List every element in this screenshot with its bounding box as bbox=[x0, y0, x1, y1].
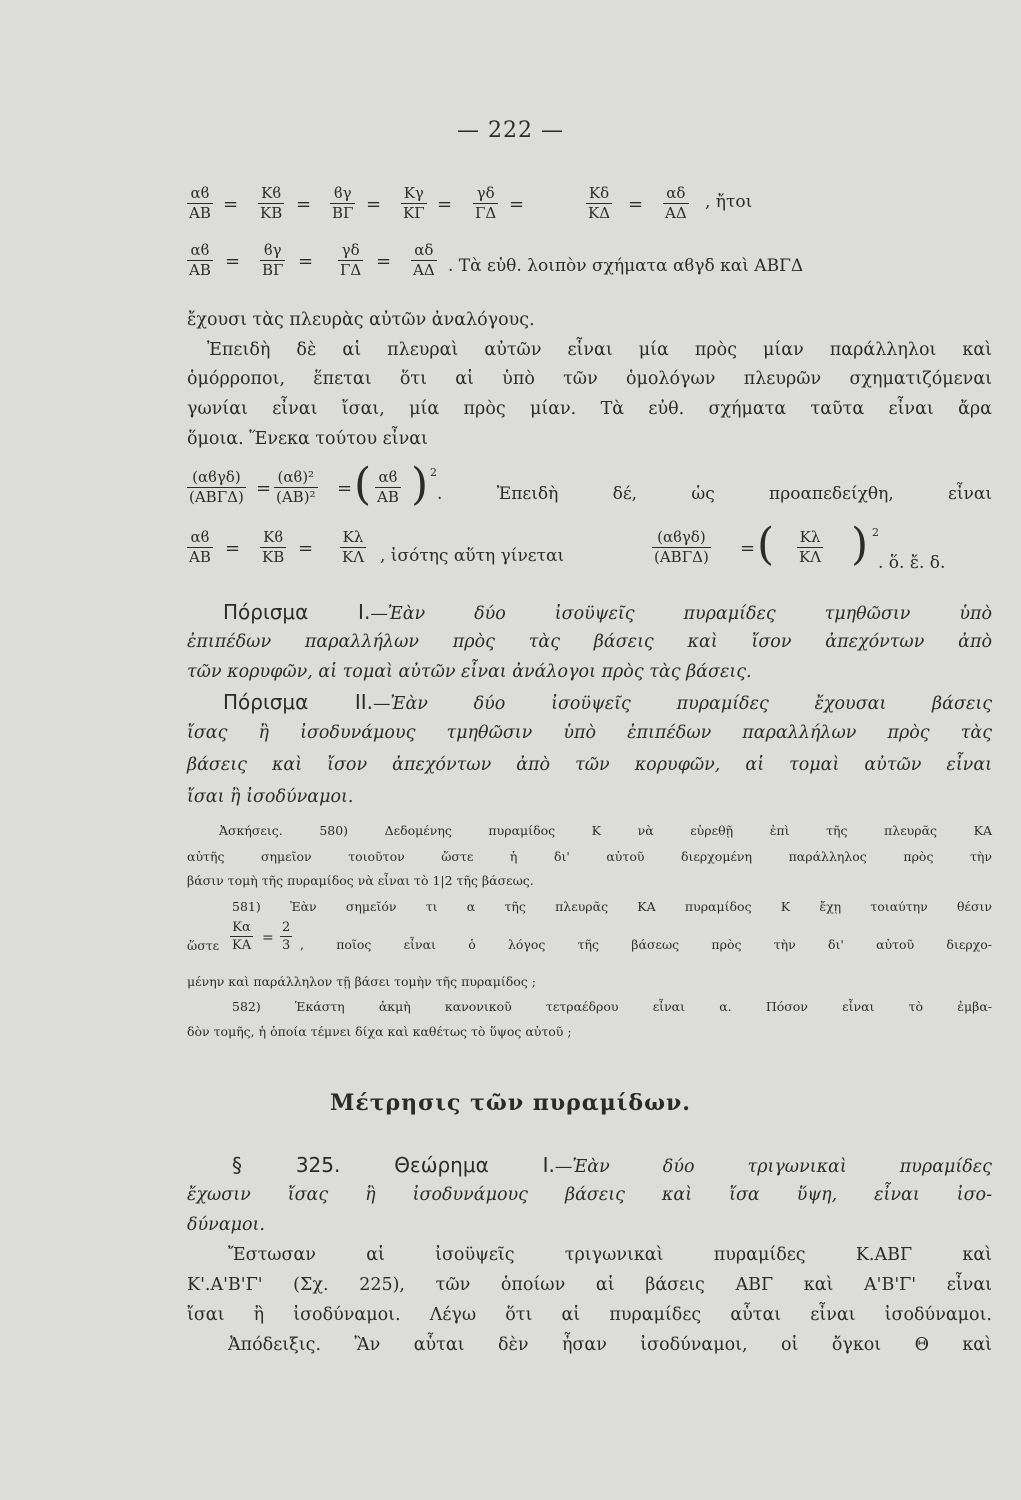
paren-close: ) bbox=[411, 459, 429, 510]
corollary-2: Πόρισμα ΙΙ.—Ἐὰν δύο ἰσοϋψεῖς πυραμίδες ἔχουσαι βάσεις bbox=[223, 690, 992, 714]
text-line: Ἐπειδὴ δὲ αἱ πλευραὶ αὐτῶν εἶναι μία πρὸς μίαν παράλληλοι καὶ bbox=[207, 340, 992, 360]
fraction: $\frac{\alpha ϐ}{AB}$ bbox=[189, 528, 211, 566]
fraction: $\frac{K\gamma}{K\Gamma}$ bbox=[403, 184, 425, 222]
section-title: Μέτρησις τῶν πυραμίδων. bbox=[330, 1090, 691, 1116]
theorem-325: § 325. Θεώρημα Ι.—Ἐὰν δύο τριγωνικαὶ πυραμίδες bbox=[232, 1153, 992, 1177]
fraction: $\frac{\alpha\delta}{A\Delta}$ bbox=[413, 241, 435, 279]
fraction: $\frac{K\delta}{K\Delta}$ bbox=[588, 184, 611, 222]
exercise-580: Ἀσκήσεις. 580) Δεδομένης πυραμίδος Κ νὰ εὑρεθῇ ἐπὶ τῆς πλευρᾶς ΚΑ bbox=[219, 823, 992, 838]
exercise-581: 581) Ἐὰν σημεῖόν τι α τῆς πλευρᾶς ΚΑ πυραμίδος Κ ἔχῃ τοιαύτην θέσιν bbox=[232, 899, 992, 914]
fraction: $\frac{K\lambda}{K\Lambda}$ bbox=[342, 528, 365, 566]
fraction: $\frac{\gamma\delta}{\Gamma\Delta}$ bbox=[475, 184, 497, 222]
fraction: $\frac{2}{3}$ bbox=[282, 920, 291, 953]
fraction: $\frac{ϐ\gamma}{B\Gamma}$ bbox=[332, 184, 354, 222]
text-line: δύναμοι. bbox=[187, 1215, 265, 1235]
text-line: ἔχωσιν ἴσας ἢ ἰσοδυνάμους βάσεις καὶ ἴσα ὕψη, εἶναι ἰσο- bbox=[187, 1185, 992, 1205]
paren-open: ( bbox=[757, 519, 775, 570]
exponent: 2 bbox=[872, 526, 879, 539]
text-line: μένην καὶ παράλληλον τῇ βάσει τομὴν τῆς πυραμίδος ; bbox=[187, 974, 536, 989]
fraction: $\frac{Kϐ}{KB}$ bbox=[260, 184, 283, 222]
text-line: ἴσαι ἢ ἰσοδύναμοι. bbox=[187, 787, 354, 807]
corollary-2-label: Πόρισμα ΙΙ. bbox=[223, 690, 374, 714]
fraction: $\frac{K\alpha}{KA}$ bbox=[232, 920, 252, 953]
paren-open: ( bbox=[354, 459, 372, 510]
text-line: γωνίαι εἶναι ἴσαι, μία πρὸς μίαν. Τὰ εὐθ. σχήματα ταῦτα εἶναι ἄρα bbox=[187, 399, 992, 419]
fraction: $\frac{\alpha\delta}{A\Delta}$ bbox=[665, 184, 687, 222]
book-page: — 222 — $\frac{\alpha ϐ}{AB}$ = $\frac{Kϐ}{KB}$ = $\frac{ϐ\gamma}{B\Gamma}$ = $\frac{K\gamma}{K\Gamma}$ = $\frac{\gamma\delta}{\Gamma\Delta}$ = $\frac{K\delta}{K\Delta}$ = $\frac{\alpha\delta}{A\Delta}$ , ἤτοι $\frac{\alpha ϐ}{AB}$ = $\frac{ϐ\gamma}{B\Gamma}$ = $\frac{\gamma\delta}{\Gamma\Delta}$ = $\frac{\alpha\delta}{A\Delta}$ . Τὰ εὐθ. λοιπὸν σχήματα αϐγδ καὶ ΑΒΓΔ ἔχουσι τὰς πλευρὰς αὐτῶν ἀναλόγους. Ἐπειδὴ δὲ αἱ πλευραὶ αὐτῶν εἶναι μία πρὸς μίαν παράλληλοι καὶ ὁμόρροποι, ἕπεται ὅτι αἱ ὑπὸ τῶν ὁμολόγων πλευρῶν σχηματιζόμεναι γωνίαι εἶναι ἴσαι, μία πρὸς μίαν. Τὰ εὐθ. σχήματα ταῦτα εἶναι ἄρα ὅμοια. Ἕνεκα τούτου εἶναι (αϐγδ) (ΑΒΓΔ) = $\frac{\text{(αϐ)²}}{\text{(ΑΒ)²}}$ = ( $\frac{\alpha ϐ}{AB}$ ) 2 . Ἐπειδὴ δέ, ὡς προαπεδείχθη, εἶναι $\frac{\alpha ϐ}{AB}$ = $\frac{Kϐ}{KB}$ = $\frac{K\lambda}{K\Lambda}$ , ἰσότης αὕτη γίνεται (αϐγδ) (ΑΒΓΔ) = ( $\frac{K\lambda}{K\Lambda}$ ) 2 . ὅ. ἔ. δ. Πόρισμα Ι.—Ἐὰν δύο ἰσοϋψεῖς πυραμίδες τμηθῶσιν ὑπὸ ἐπιπέδων παραλλήλων πρὸς τὰς βάσεις καὶ ἴσον ἀπεχόντων ἀπὸ τῶν κορυφῶν, αἱ τομαὶ αὐτῶν εἶναι ἀνάλογοι πρὸς τὰς βάσεις. Πόρισμα ΙΙ.—Ἐὰν δύο ἰσοϋψεῖς πυραμίδες ἔχουσαι βάσεις ἴσας ἢ ἰσοδυνάμους τμηθῶσιν ὑπὸ ἐπιπέδων παραλλήλων πρὸς τὰς βάσεις καὶ ἴσον ἀπεχόντων ἀπὸ τῶν κορυφῶν, αἱ τομαὶ αὐτῶν εἶναι ἴσαι ἢ ἰσοδύναμοι. Ἀσκήσεις. 580) Δεδομένης πυραμίδος Κ νὰ εὑρεθῇ ἐπὶ τῆς πλευρᾶς ΚΑ αὐτῆς σημεῖον τοιοῦτον ὥστε ἡ δι' αὐτοῦ διερχομένη παράλληλος πρὸς τὴν βάσιν τομὴ τῆς πυραμίδος νὰ εἶναι τὸ 1|2 τῆς βάσεως. 581) Ἐὰν σημεῖόν τι α τῆς πλευρᾶς ΚΑ πυραμίδος Κ ἔχῃ τοιαύτην θέσιν ὥστε $\frac{K\alpha}{KA}$ = $\frac{2}{3}$ , ποῖος εἶναι ὁ λόγος τῆς βάσεως πρὸς τὴν δι' αὐτοῦ διερχο- μένην καὶ παράλληλον τῇ βάσει τομὴν τῆς πυραμίδος ; 582) Ἑκάστη ἀκμὴ κανονικοῦ τετραέδρου εἶναι α. Πόσον εἶναι τὸ ἐμβα- δὸν τομῆς, ἡ ὁποία τέμνει δίχα καὶ καθέτως τὸ ὕψος αὐτοῦ ; Μέτρησις τῶν πυραμίδων. § 325. Θεώρημα Ι.—Ἐὰν δύο τριγωνικαὶ πυραμίδες ἔχωσιν ἴσας ἢ ἰσοδυνάμους βάσεις καὶ ἴσα ὕψη, εἶναι ἰσο- δύναμοι. Ἔστωσαν αἱ ἰσοϋψεῖς τριγωνικαὶ πυραμίδες Κ.ΑΒΓ καὶ Κ'.Α'Β'Γ' (Σχ. 225), τῶν ὁποίων αἱ βάσεις ΑΒΓ καὶ Α'Β'Γ' εἶναι ἴσαι ἢ ἰσοδύναμοι. Λέγω ὅτι αἱ πυραμίδες αὗται εἶναι ἰσοδύναμοι. Ἀπόδειξις. Ἂν αὗται δὲν ἦσαν ἰσοδύναμοι, οἱ ὄγκοι Θ καὶ bbox=[0, 0, 1021, 1500]
paren-close: ) bbox=[851, 519, 869, 570]
corollary-1-label: Πόρισμα Ι. bbox=[223, 600, 371, 624]
text-line: ἴσαι ἢ ἰσοδύναμοι. Λέγω ὅτι αἱ πυραμίδες αὗται εἶναι ἰσοδύναμοι. bbox=[187, 1305, 992, 1325]
corollary-1: Πόρισμα Ι.—Ἐὰν δύο ἰσοϋψεῖς πυραμίδες τμηθῶσιν ὑπὸ bbox=[223, 600, 993, 624]
fraction: (αϐγδ) (ΑΒΓΔ) bbox=[189, 468, 244, 506]
text-line: Κ'.Α'Β'Γ' (Σχ. 225), τῶν ὁποίων αἱ βάσεις ΑΒΓ καὶ Α'Β'Γ' εἶναι bbox=[187, 1275, 992, 1295]
exercise-582: 582) Ἑκάστη ἀκμὴ κανονικοῦ τετραέδρου εἶναι α. Πόσον εἶναι τὸ ἐμβα- bbox=[232, 999, 992, 1014]
text-line: ὁμόρροποι, ἕπεται ὅτι αἱ ὑπὸ τῶν ὁμολόγων πλευρῶν σχηματιζόμεναι bbox=[187, 369, 992, 389]
text-line: ἔχουσι τὰς πλευρὰς αὐτῶν ἀναλόγους. bbox=[187, 310, 535, 330]
page-number: — 222 — bbox=[457, 118, 564, 143]
text-line: ἴσας ἢ ἰσοδυνάμους τμηθῶσιν ὑπὸ ἐπιπέδων παραλλήλων πρὸς τὰς bbox=[187, 723, 992, 743]
exponent: 2 bbox=[430, 466, 437, 479]
text-line: βάσιν τομὴ τῆς πυραμίδος νὰ εἶναι τὸ 1|2 τῆς βάσεως. bbox=[187, 873, 534, 888]
text-line: αὐτῆς σημεῖον τοιοῦτον ὥστε ἡ δι' αὐτοῦ διερχομένη παράλληλος πρὸς τὴν bbox=[187, 849, 992, 864]
text-line: Ἀπόδειξις. Ἂν αὗται δὲν ἦσαν ἰσοδύναμοι, οἱ ὄγκοι Θ καὶ bbox=[228, 1335, 992, 1355]
fraction: (αϐγδ) (ΑΒΓΔ) bbox=[654, 528, 709, 566]
theorem-label: § 325. Θεώρημα Ι. bbox=[232, 1153, 555, 1177]
fraction: $\frac{ϐ\gamma}{B\Gamma}$ bbox=[262, 241, 284, 279]
text-line: δὸν τομῆς, ἡ ὁποία τέμνει δίχα καὶ καθέτως τὸ ὕψος αὐτοῦ ; bbox=[187, 1024, 572, 1039]
text-line: τῶν κορυφῶν, αἱ τομαὶ αὐτῶν εἶναι ἀνάλογοι πρὸς τὰς βάσεις. bbox=[187, 662, 752, 682]
fraction: $\frac{\alpha ϐ}{AB}$ bbox=[189, 241, 211, 279]
text-line: ὅμοια. Ἕνεκα τούτου εἶναι bbox=[187, 429, 428, 449]
fraction: $\frac{\alpha ϐ}{AB}$ bbox=[377, 468, 399, 506]
fraction: $\frac{\gamma\delta}{\Gamma\Delta}$ bbox=[340, 241, 362, 279]
fraction: $\frac{K\lambda}{K\Lambda}$ bbox=[799, 528, 822, 566]
text-line: ἐπιπέδων παραλλήλων πρὸς τὰς βάσεις καὶ ἴσον ἀπεχόντων ἀπὸ bbox=[187, 632, 992, 652]
text-line: Ἔστωσαν αἱ ἰσοϋψεῖς τριγωνικαὶ πυραμίδες Κ.ΑΒΓ καὶ bbox=[228, 1245, 992, 1265]
text-line: βάσεις καὶ ἴσον ἀπεχόντων ἀπὸ τῶν κορυφῶν, αἱ τομαὶ αὐτῶν εἶναι bbox=[187, 755, 992, 775]
fraction: $\frac{\text{(αϐ)²}}{\text{(ΑΒ)²}}$ bbox=[276, 468, 316, 506]
fraction: $\frac{\alpha ϐ}{AB}$ bbox=[189, 184, 211, 222]
fraction: $\frac{Kϐ}{KB}$ bbox=[262, 528, 285, 566]
